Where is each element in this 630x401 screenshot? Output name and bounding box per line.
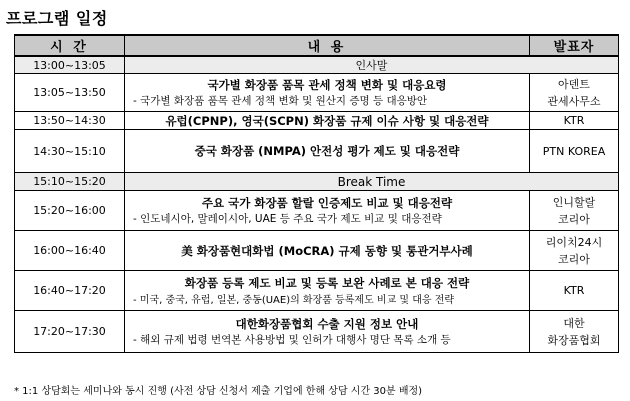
schedule-row-break: [15, 173, 619, 191]
presenter-line: 인니할랄: [552, 195, 596, 209]
row-presenter: [530, 191, 619, 231]
session-detail: - 미국, 중국, 유럽, 일본, 중동(UAE)의 화장품 등록제도 비교 및 대응 전략: [133, 295, 455, 306]
presenter-line: 관세사무소: [547, 94, 601, 108]
schedule-row: [15, 311, 619, 353]
row-content: [125, 311, 530, 353]
row-time: 15:10~15:20: [15, 173, 125, 191]
row-time: 17:20~17:30: [15, 311, 125, 353]
row-content: [125, 191, 530, 231]
row-presenter: [530, 231, 619, 271]
row-content: [125, 74, 530, 112]
footnote: * 1:1 상담회는 세미나와 동시 진행 (사전 상담 신청서 제출 기업에 한해 상담 시간 30분 배정): [14, 386, 423, 397]
session-title: 대한화장품협회 수출 지원 정보 안내: [235, 317, 419, 331]
row-time: 13:05~13:50: [15, 74, 125, 112]
row-content: [125, 130, 530, 173]
session-title: 화장품 등록 제도 비교 및 등록 보완 사례로 본 대응 전략: [184, 276, 470, 290]
row-time: 15:20~16:00: [15, 191, 125, 231]
schedule-row: [15, 231, 619, 271]
presenter-line: PTN KOREA: [542, 144, 606, 158]
session-title: 유럽(CPNP), 영국(SCPN) 화장품 규제 이슈 사항 및 대응전략: [165, 113, 489, 128]
schedule-row-opening: [15, 56, 619, 74]
session-detail: - 해외 규제 법령 번역본 사용방법 및 인허가 대행사 명단 목록 소개 등: [133, 334, 451, 346]
row-content: 인사말: [125, 56, 619, 74]
row-presenter: [530, 311, 619, 353]
row-presenter: [530, 130, 619, 173]
row-time: 13:50~14:30: [15, 112, 125, 130]
row-content: [125, 271, 530, 311]
row-presenter: [530, 74, 619, 112]
schedule-row: [15, 74, 619, 112]
header-content: 내 용: [125, 35, 530, 56]
schedule-table: [14, 34, 619, 353]
header-time: 시 간: [15, 35, 125, 56]
presenter-line: 코리아: [558, 212, 590, 226]
row-content: [125, 231, 530, 271]
row-time: 16:40~17:20: [15, 271, 125, 311]
schedule-row: [15, 130, 619, 173]
presenter-line: 리이치24시: [545, 235, 603, 249]
row-presenter: [530, 112, 619, 130]
row-time: 16:00~16:40: [15, 231, 125, 271]
page-title: 프로그램 일정: [6, 9, 108, 28]
schedule-row: [15, 271, 619, 311]
row-presenter: [530, 271, 619, 311]
session-detail: - 국가별 화장품 품목 관세 정책 변화 및 원산지 증명 등 대응방안: [133, 95, 428, 107]
schedule-header-row: [15, 35, 619, 56]
presenter-line: 화장품협회: [547, 333, 601, 347]
row-content: Break Time: [125, 173, 619, 191]
presenter-line: KTR: [563, 114, 585, 127]
row-time: 14:30~15:10: [15, 130, 125, 173]
presenter-line: KTR: [563, 284, 585, 297]
presenter-line: 대한: [563, 316, 585, 330]
session-title: 중국 화장품 (NMPA) 안전성 평가 제도 및 대응전략: [194, 144, 460, 158]
presenter-line: 아덴트: [558, 77, 590, 91]
row-content: [125, 112, 530, 130]
schedule-row: [15, 191, 619, 231]
session-title: 주요 국가 화장품 할랄 인증제도 비교 및 대응전략: [201, 196, 453, 210]
session-title: 국가별 화장품 품목 관세 정책 변화 및 대응요령: [207, 78, 447, 92]
row-time: 13:00~13:05: [15, 56, 125, 74]
session-detail: - 인도네시아, 말레이시아, UAE 등 주요 국가 제도 비교 및 대응전략: [133, 213, 442, 225]
presenter-line: 코리아: [558, 252, 590, 266]
header-presenter: 발표자: [530, 35, 619, 56]
session-title: 美 화장품현대화법 (MoCRA) 규제 동향 및 통관거부사례: [181, 243, 473, 258]
schedule-row: [15, 112, 619, 130]
